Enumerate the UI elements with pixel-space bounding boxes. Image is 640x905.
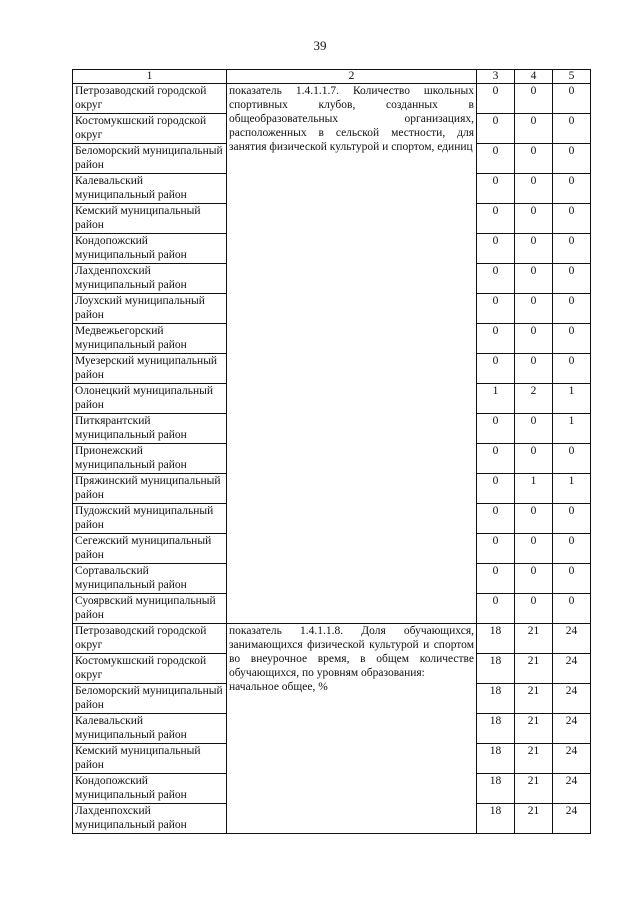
value-cell-col-4: 0 xyxy=(515,534,553,564)
page-number: 39 xyxy=(313,38,327,53)
region-name-cell: Петрозаводский городской округ xyxy=(73,624,227,654)
value-cell-col-3: 18 xyxy=(477,774,515,804)
value-cell-col-3: 0 xyxy=(477,234,515,264)
value-cell-col-4: 0 xyxy=(515,504,553,534)
value-cell-col-3: 0 xyxy=(477,174,515,204)
value-cell-col-4: 0 xyxy=(515,114,553,144)
value-cell-col-3: 0 xyxy=(477,534,515,564)
value-cell-col-5: 24 xyxy=(553,804,591,834)
value-cell-col-4: 21 xyxy=(515,654,553,684)
column-header-5: 5 xyxy=(553,70,591,84)
value-cell-col-5: 0 xyxy=(553,294,591,324)
value-cell-col-4: 21 xyxy=(515,774,553,804)
value-cell-col-3: 18 xyxy=(477,624,515,654)
value-cell-col-5: 0 xyxy=(553,354,591,384)
value-cell-col-5: 0 xyxy=(553,504,591,534)
indicator-description-cell xyxy=(227,624,477,834)
region-name-cell: Суоярвский муниципальный район xyxy=(73,594,227,624)
value-cell-col-5: 1 xyxy=(553,384,591,414)
value-cell-col-3: 0 xyxy=(477,84,515,114)
value-cell-col-5: 0 xyxy=(553,234,591,264)
region-name-cell: Кондопожский муниципальный район xyxy=(73,234,227,264)
value-cell-col-4: 0 xyxy=(515,84,553,114)
value-cell-col-3: 18 xyxy=(477,654,515,684)
value-cell-col-3: 0 xyxy=(477,114,515,144)
value-cell-col-5: 24 xyxy=(553,624,591,654)
value-cell-col-5: 24 xyxy=(553,714,591,744)
value-cell-col-4: 21 xyxy=(515,624,553,654)
table-body xyxy=(73,70,591,834)
region-name-cell: Пудожский муниципальный район xyxy=(73,504,227,534)
value-cell-col-4: 21 xyxy=(515,744,553,774)
region-name-cell: Олонецкий муниципальный район xyxy=(73,384,227,414)
value-cell-col-4: 0 xyxy=(515,414,553,444)
value-cell-col-3: 0 xyxy=(477,594,515,624)
value-cell-col-3: 0 xyxy=(477,264,515,294)
value-cell-col-5: 24 xyxy=(553,744,591,774)
value-cell-col-4: 0 xyxy=(515,594,553,624)
value-cell-col-3: 18 xyxy=(477,744,515,774)
value-cell-col-5: 0 xyxy=(553,144,591,174)
indicator-text: показатель 1.4.1.1.7. Количество школьных спортивных клубов, созданных в общеобразовательных организациях, расположенных в сельской местности, для занятия физической культурой и спортом, единиц xyxy=(229,85,474,153)
value-cell-col-5: 24 xyxy=(553,654,591,684)
region-name-cell: Костомукшский городской округ xyxy=(73,654,227,684)
value-cell-col-3: 18 xyxy=(477,684,515,714)
region-name-cell: Беломорский муниципальный район xyxy=(73,684,227,714)
value-cell-col-3: 0 xyxy=(477,474,515,504)
column-header-2: 2 xyxy=(227,70,477,84)
value-cell-col-5: 0 xyxy=(553,564,591,594)
value-cell-col-5: 24 xyxy=(553,774,591,804)
region-name-cell: Кондопожский муниципальный район xyxy=(73,774,227,804)
region-name-cell: Калевальский муниципальный район xyxy=(73,174,227,204)
region-name-cell: Прионежский муниципальный район xyxy=(73,444,227,474)
value-cell-col-5: 0 xyxy=(553,264,591,294)
value-cell-col-3: 18 xyxy=(477,804,515,834)
value-cell-col-5: 0 xyxy=(553,204,591,234)
value-cell-col-4: 2 xyxy=(515,384,553,414)
value-cell-col-4: 0 xyxy=(515,564,553,594)
value-cell-col-3: 0 xyxy=(477,564,515,594)
value-cell-col-4: 0 xyxy=(515,204,553,234)
value-cell-col-4: 0 xyxy=(515,264,553,294)
value-cell-col-4: 0 xyxy=(515,354,553,384)
value-cell-col-4: 0 xyxy=(515,324,553,354)
value-cell-col-3: 0 xyxy=(477,444,515,474)
indicator-text: показатель 1.4.1.1.8. Доля обучающихся, занимающихся физической культурой и спортом во внеурочное время, в общем количестве обучающихся, по уровням образования: xyxy=(229,625,474,679)
region-name-cell: Лахденпохский муниципальный район xyxy=(73,264,227,294)
region-name-cell: Лахденпохский муниципальный район xyxy=(73,804,227,834)
value-cell-col-5: 24 xyxy=(553,684,591,714)
value-cell-col-5: 0 xyxy=(553,444,591,474)
region-name-cell: Костомукшский городской округ xyxy=(73,114,227,144)
table-header-row xyxy=(73,70,591,84)
value-cell-col-4: 0 xyxy=(515,234,553,264)
region-name-cell: Муезерский муниципальный район xyxy=(73,354,227,384)
value-cell-col-3: 0 xyxy=(477,504,515,534)
value-cell-col-3: 0 xyxy=(477,204,515,234)
value-cell-col-3: 0 xyxy=(477,294,515,324)
value-cell-col-3: 0 xyxy=(477,324,515,354)
value-cell-col-4: 21 xyxy=(515,804,553,834)
value-cell-col-3: 0 xyxy=(477,414,515,444)
value-cell-col-5: 1 xyxy=(553,474,591,504)
column-header-3: 3 xyxy=(477,70,515,84)
indicator-subtext: начальное общее, % xyxy=(229,681,328,693)
indicators-table xyxy=(72,69,591,834)
value-cell-col-5: 0 xyxy=(553,594,591,624)
value-cell-col-5: 0 xyxy=(553,534,591,564)
region-name-cell: Петрозаводский городской округ xyxy=(73,84,227,114)
table-row xyxy=(73,84,591,114)
value-cell-col-3: 1 xyxy=(477,384,515,414)
value-cell-col-4: 0 xyxy=(515,174,553,204)
region-name-cell: Пряжинский муниципальный район xyxy=(73,474,227,504)
region-name-cell: Сортавальский муниципальный район xyxy=(73,564,227,594)
value-cell-col-3: 0 xyxy=(477,144,515,174)
region-name-cell: Медвежьегорский муниципальный район xyxy=(73,324,227,354)
region-name-cell: Кемский муниципальный район xyxy=(73,204,227,234)
column-header-1: 1 xyxy=(73,70,227,84)
region-name-cell: Калевальский муниципальный район xyxy=(73,714,227,744)
value-cell-col-4: 21 xyxy=(515,714,553,744)
value-cell-col-5: 0 xyxy=(553,114,591,144)
table-row xyxy=(73,624,591,654)
value-cell-col-4: 1 xyxy=(515,474,553,504)
region-name-cell: Беломорский муниципальный район xyxy=(73,144,227,174)
value-cell-col-4: 0 xyxy=(515,294,553,324)
region-name-cell: Кемский муниципальный район xyxy=(73,744,227,774)
value-cell-col-3: 0 xyxy=(477,354,515,384)
value-cell-col-4: 21 xyxy=(515,684,553,714)
region-name-cell: Лоухский муниципальный район xyxy=(73,294,227,324)
value-cell-col-3: 18 xyxy=(477,714,515,744)
column-header-4: 4 xyxy=(515,70,553,84)
indicator-description-cell xyxy=(227,84,477,624)
value-cell-col-5: 0 xyxy=(553,174,591,204)
value-cell-col-5: 0 xyxy=(553,84,591,114)
region-name-cell: Сегежский муниципальный район xyxy=(73,534,227,564)
region-name-cell: Питкярантский муниципальный район xyxy=(73,414,227,444)
value-cell-col-4: 0 xyxy=(515,444,553,474)
value-cell-col-5: 0 xyxy=(553,324,591,354)
value-cell-col-5: 1 xyxy=(553,414,591,444)
value-cell-col-4: 0 xyxy=(515,144,553,174)
